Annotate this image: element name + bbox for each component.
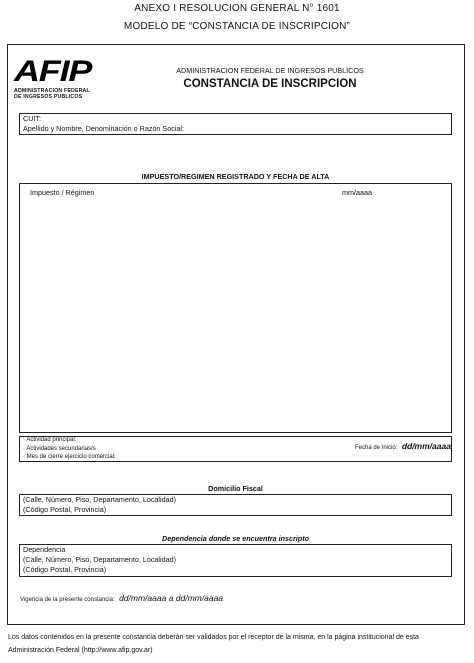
start-date — [355, 436, 451, 454]
logo-word: AFIP — [14, 55, 92, 88]
fiscal-address-line1: (Calle, Número, Piso, Departamento, Localidad) — [23, 495, 177, 504]
dependency-name: Dependencia — [23, 545, 66, 554]
validity-label: Vigencia de la presente constancia: — [20, 597, 115, 603]
fiscal-month-label: · Mes de cierre ejercicio comercial: — [23, 454, 116, 460]
cuit-label: CUIT: — [23, 114, 41, 123]
afip-logo — [14, 55, 124, 100]
date-column-header: mm/aaaa — [342, 188, 372, 197]
validity — [20, 588, 223, 606]
annex-title: ANEXO I RESOLUCION GENERAL N° 1601 — [134, 3, 340, 14]
main-activity-label: · Actividad principal: — [23, 437, 77, 443]
taxes-heading: IMPUESTO/REGIMEN REGISTRADO Y FECHA DE ALTA — [141, 172, 330, 181]
model-title: MODELO DE “CONSTANCIA DE INSCRIPCION” — [123, 21, 351, 32]
validity-value: dd/mm/aaaa a dd/mm/aaaa — [119, 593, 224, 603]
start-date-label: Fecha de Inicio: — [355, 445, 398, 451]
document-title: CONSTANCIA DE INSCRIPCION — [183, 78, 357, 90]
footer-line2: Administración Federal (http://www.afip.gov.ar) — [8, 647, 153, 654]
start-date-value: dd/mm/aaaa — [401, 441, 451, 451]
taxes-box — [19, 183, 452, 433]
logo-subtitle-2: DE INGRESOS PUBLICOS — [14, 94, 83, 100]
fiscal-address-heading: Domicilio Fiscal — [208, 484, 263, 493]
agency-name: ADMINISTRACION FEDERAL DE INGRESOS PUBLICOS — [176, 66, 364, 75]
tax-column-header: Impuesto / Régimen — [30, 188, 95, 197]
dependency-heading: Dependencia donde se encuentra inscripto — [162, 534, 309, 543]
dependency-line1: (Calle, Número, Piso, Departamento, Localidad) — [23, 555, 177, 564]
secondary-activities-label: · Actividades secundarias/s — [23, 446, 96, 452]
dependency-line2: (Código Postal, Provincia) — [23, 565, 107, 574]
logo-subtitle-1: ADMINISTRACION FEDERAL — [14, 88, 90, 94]
fiscal-address-line2: (Código Postal, Provincia) — [23, 505, 107, 514]
name-label: Apellido y Nombre, Denominación o Razón Social: — [23, 124, 185, 133]
footer-line1: Los datos contenidos en la presente constancia deberán ser validados por el receptor de la misma, en la página institucional de esta — [8, 634, 419, 641]
